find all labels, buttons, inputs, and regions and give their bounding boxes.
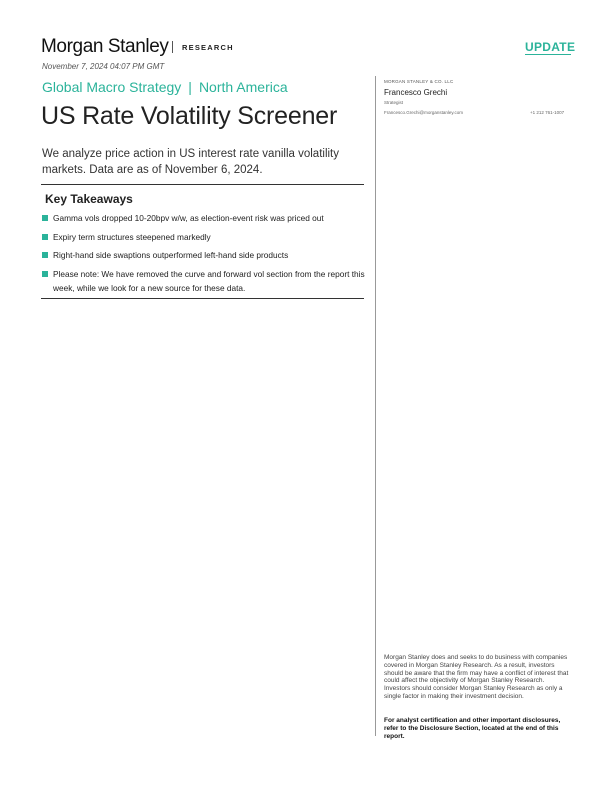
takeaway-text: Right-hand side swaptions outperformed left-hand side products	[53, 250, 289, 260]
publish-date: November 7, 2024 04:07 PM GMT	[42, 62, 165, 71]
report-subtitle	[42, 79, 288, 95]
bullet-square-icon	[42, 215, 48, 221]
analyst-phone: +1 212 761-1007	[530, 110, 565, 115]
column-divider	[375, 76, 376, 736]
list-item	[42, 248, 368, 262]
subtitle-strategy: Global Macro Strategy	[42, 79, 182, 95]
list-item	[42, 211, 368, 225]
takeaway-text: Expiry term structures steepened markedly	[53, 231, 211, 242]
update-underline	[525, 54, 571, 55]
list-item	[42, 230, 368, 244]
bullet-square-icon	[42, 252, 48, 258]
summary-text: We analyze price action in US interest rate vanilla volatility markets. Data are as of November 6, 2024.	[42, 148, 340, 176]
page-title: US Rate Volatility Screener	[41, 102, 338, 130]
logo-divider	[172, 41, 173, 53]
brand-logo: Morgan Stanley	[41, 36, 169, 57]
subtitle-separator: |	[188, 79, 192, 95]
takeaway-text: Gamma vols dropped 10-20bpv w/w, as election-event risk was priced out	[53, 213, 324, 223]
list-item	[42, 267, 368, 295]
analyst-email[interactable]: Francesco.Grechi@morganstanley.com	[384, 110, 464, 115]
analyst-name: Francesco Grechi	[384, 88, 448, 97]
subtitle-region: North America	[198, 79, 288, 95]
update-badge: UPDATE	[525, 40, 576, 54]
divider-top	[41, 184, 364, 185]
analyst-firm: MORGAN STANLEY & CO. LLC	[384, 79, 454, 84]
analyst-role: Strategist	[384, 100, 404, 105]
takeaway-text: Please note: We have removed the curve and forward vol section from the report this week, while we look for a new source for these data.	[53, 268, 365, 293]
bullet-square-icon	[42, 271, 48, 277]
section-label: RESEARCH	[182, 43, 234, 52]
bullet-square-icon	[42, 234, 48, 240]
key-takeaways-heading: Key Takeaways	[45, 192, 133, 206]
disclosure-notice: For analyst certification and other important disclosures, refer to the Disclosure Section, located at the end of this report.	[384, 717, 561, 740]
key-takeaways-list	[42, 211, 368, 299]
disclaimer-text: Morgan Stanley does and seeks to do business with companies covered in Morgan Stanley Research. As a result, investors should be aware that the firm may have a conflict of interest that could affect the objectivity of Morgan Stanley Research. Investors should consider Morgan Stanley Research as only a single factor in making their investment decision.	[384, 654, 569, 700]
divider-bottom	[41, 298, 364, 299]
